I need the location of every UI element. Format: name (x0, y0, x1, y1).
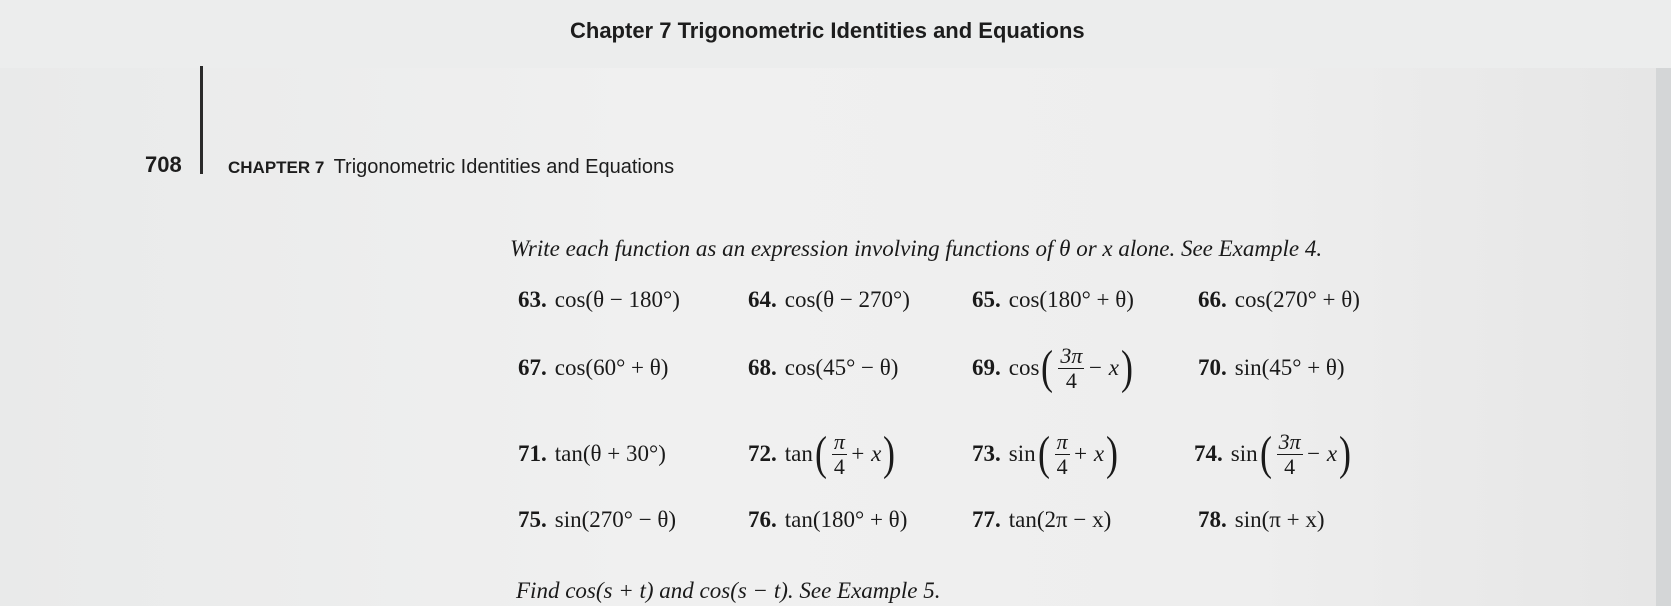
exercise-expression: cos(θ − 270°) (784, 287, 910, 312)
exercise-65 (972, 270, 1134, 330)
running-head-chapter: CHAPTER 7 (228, 158, 325, 177)
exercise-number: 74. (1194, 441, 1223, 466)
exercise-73: 73. sin ( $\frac{\pi}{4}$ + x ) (972, 427, 1119, 480)
function-name: sin (1230, 441, 1258, 466)
function-name: tan (784, 441, 813, 466)
argument-rest: + x (849, 441, 882, 466)
exercise-expression: cos(180° + θ) (1008, 287, 1134, 312)
fraction-denominator: 4 (1056, 453, 1068, 479)
document-title: Chapter 7 Trigonometric Identities and Equations (570, 18, 1085, 43)
header-rule (200, 66, 203, 174)
exercise-76 (748, 490, 907, 550)
find-instructions: Find cos(s + t) and cos(s − t). See Example 5. (516, 578, 941, 603)
fraction-numerator: 3π (1060, 343, 1083, 369)
fraction (1277, 430, 1303, 477)
fraction-denominator: 4 (1284, 453, 1296, 479)
exercise-expression: tan(2π − x) (1008, 507, 1112, 532)
fraction-numerator: 3π (1278, 429, 1301, 455)
argument-rest: − x (1087, 355, 1119, 380)
argument-rest: + x (1072, 441, 1105, 466)
fraction-numerator: π (833, 429, 845, 455)
exercise-number: 64. (748, 287, 777, 312)
exercise-number: 63. (518, 287, 547, 312)
exercise-expression: tan(θ + 30°) (554, 441, 666, 466)
page-edge-shadow (1656, 68, 1671, 606)
exercise-expression: sin(270° − θ) (554, 507, 677, 532)
exercise-number: 67. (518, 355, 547, 380)
exercise-64 (748, 270, 910, 330)
exercise-67 (518, 338, 668, 398)
exercise-expression: cos(60° + θ) (554, 355, 669, 380)
exercise-number: 68. (748, 355, 777, 380)
fraction (1058, 344, 1084, 391)
exercise-number: 72. (748, 441, 777, 466)
fraction-numerator: π (1056, 429, 1068, 455)
running-head-title: Trigonometric Identities and Equations (333, 156, 675, 178)
exercise-expression: cos(θ − 180°) (554, 287, 680, 312)
exercise-number: 77. (972, 507, 1001, 532)
exercise-expression: sin(45° + θ) (1234, 355, 1345, 380)
exercise-number: 66. (1198, 287, 1227, 312)
screen-header (0, 0, 1671, 68)
exercise-70 (1198, 338, 1345, 398)
running-head (228, 156, 674, 179)
exercise-expression: tan(180° + θ) (784, 507, 908, 532)
function-name: sin (1008, 441, 1036, 466)
fraction (832, 430, 847, 477)
exercise-number: 76. (748, 507, 777, 532)
exercise-75 (518, 490, 676, 550)
exercise-78 (1198, 490, 1325, 550)
exercise-72: 72. tan ( $\frac{\pi}{4}$ + x ) (748, 427, 896, 480)
exercise-77 (972, 490, 1111, 550)
exercise-number: 78. (1198, 507, 1227, 532)
fraction-denominator: 4 (833, 453, 845, 479)
exercise-63 (518, 270, 680, 330)
exercise-number: 69. (972, 355, 1001, 380)
exercise-71 (518, 424, 666, 484)
exercise-number: 65. (972, 287, 1001, 312)
fraction (1055, 430, 1070, 477)
exercise-expression: sin(π + x) (1234, 507, 1325, 532)
exercise-number: 73. (972, 441, 1001, 466)
exercise-expression: cos(45° − θ) (784, 355, 899, 380)
exercise-number: 75. (518, 507, 547, 532)
exercise-68 (748, 338, 898, 398)
exercise-66 (1198, 270, 1360, 330)
page-number: 708 (145, 152, 182, 177)
exercise-expression: cos(270° + θ) (1234, 287, 1360, 312)
fraction-denominator: 4 (1065, 367, 1077, 393)
exercise-74: 74. sin ( $\frac{3\pi}{4}$ − x ) (1194, 427, 1352, 480)
exercise-number: 70. (1198, 355, 1227, 380)
exercise-instructions: Write each function as an expression involving functions of θ or x alone. See Example 4. (510, 236, 1323, 261)
exercise-69: 69. cos ( $\frac{3\pi}{4}$ − x ) (972, 341, 1133, 394)
argument-rest: − x (1305, 441, 1338, 466)
function-name: cos (1008, 355, 1040, 380)
exercise-number: 71. (518, 441, 547, 466)
